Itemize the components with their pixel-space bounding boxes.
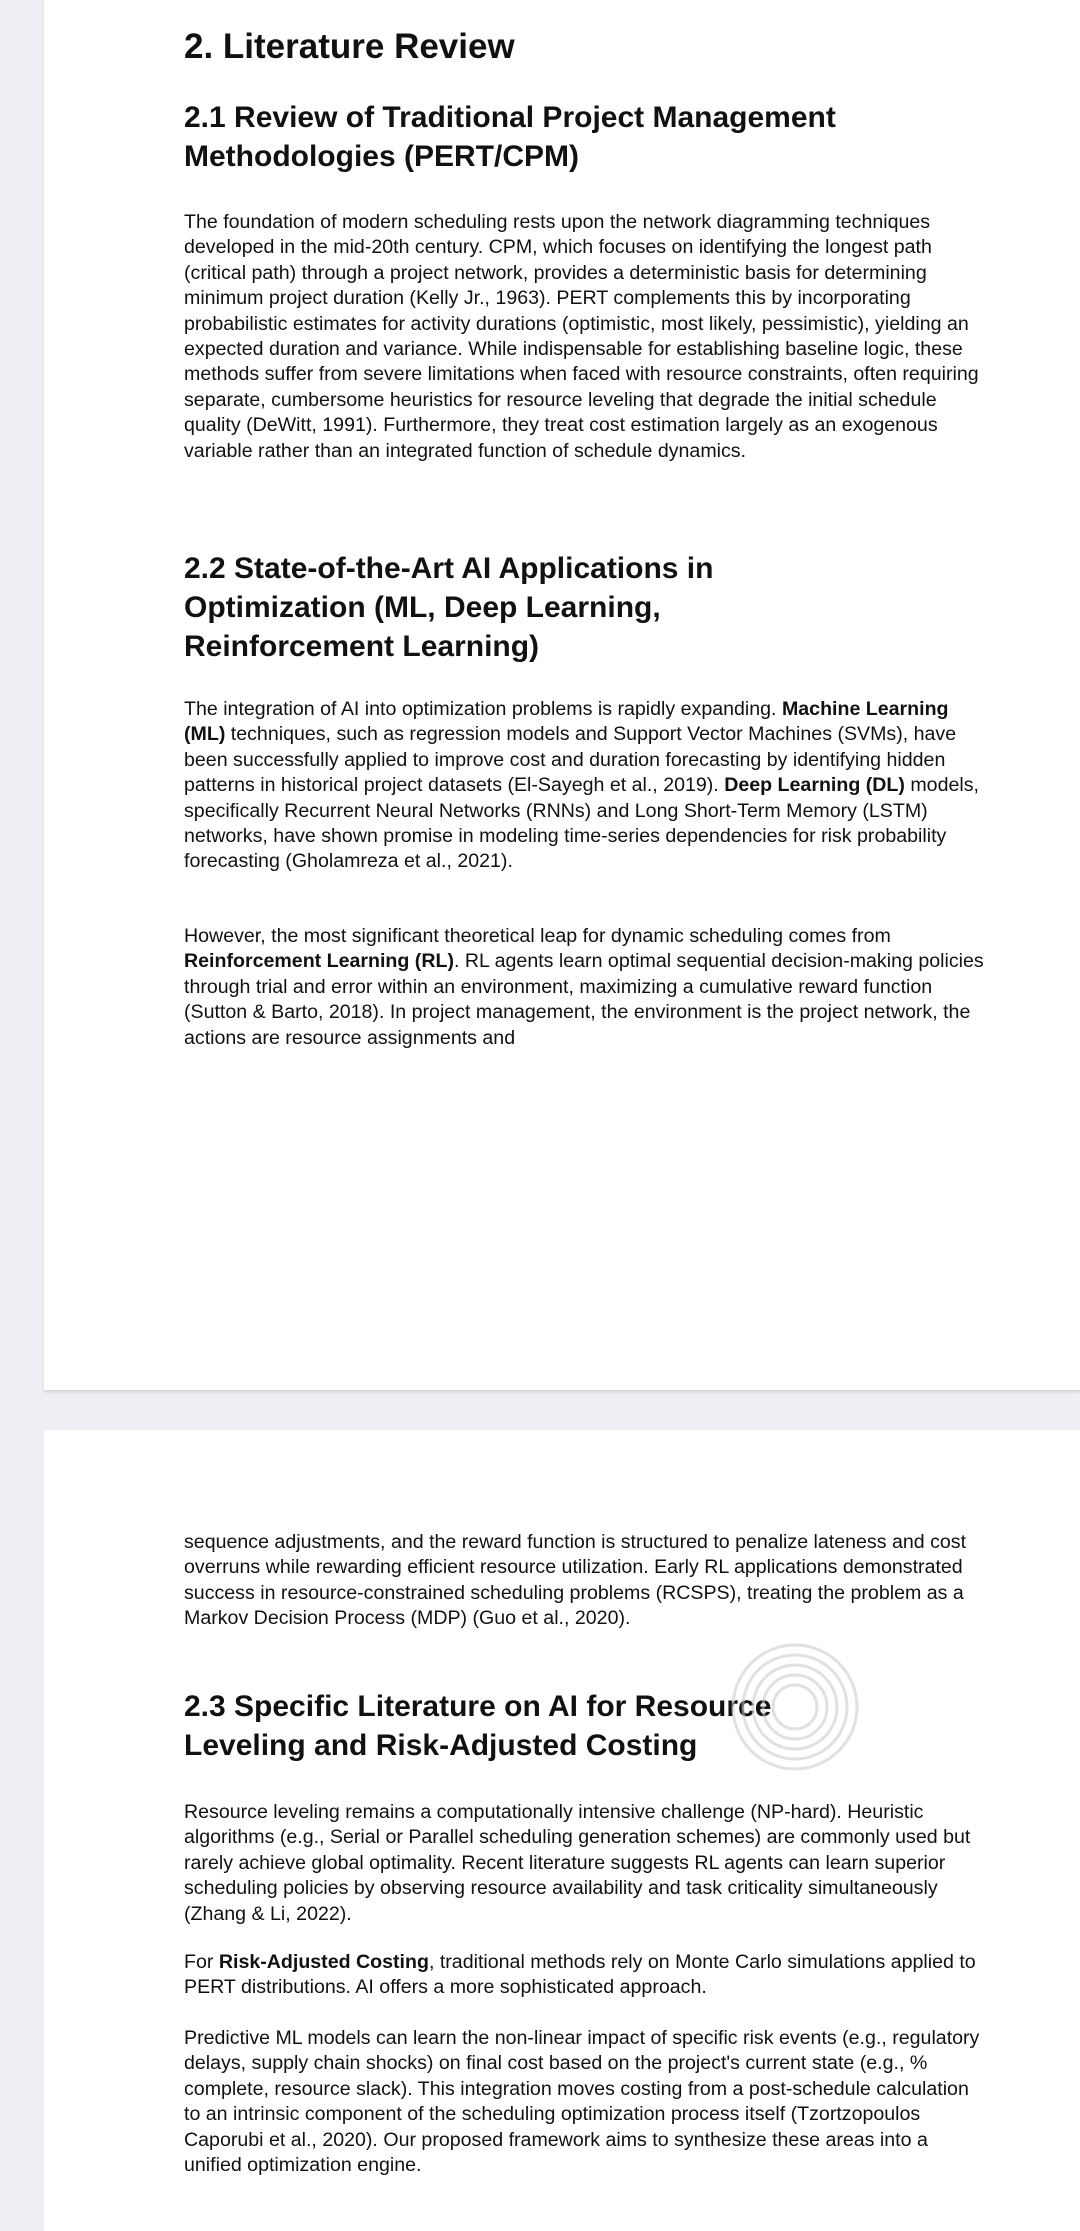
section-2-1-paragraph: The foundation of modern scheduling rests upon the network diagramming techniques developed in the mid-20th century. CPM, which focuses on identifying the longest path (critical path) through a project network, provides a deterministic basis for determining minimum project duration (Kelly Jr., 1963). PERT complements this by incorporating probabilistic estimates for activity durations (optimistic, most likely, pessimistic), yielding an expected duration and variance. While indispensable for establishing baseline logic, these methods suffer from severe limitations when faced with resource constraints, often requiring separate, cumbersome heuristics for resource leveling that degrade the initial schedule quality (DeWitt, 1991). Furthermore, they treat cost estimation largely as an exogenous variable rather than an integrated function of schedule dynamics. [184, 211, 979, 462]
document-page-2 [44, 1430, 1080, 2231]
section-2-2-paragraph-1: The integration of AI into optimization problems is rapidly expanding. Machine Learning (ML) techniques, such as regression models and Support Vector Machines (SVMs), have been successfully applied to improve cost and duration forecasting by identifying hidden patterns in historical project datasets (El-Sayegh et al., 2019). Deep Learning (DL) models, specifically Recurrent Neural Networks (RNNs) and Long Short-Term Memory (LSTM) networks, have shown promise in modeling time-series dependencies for risk probability forecasting (Gholamreza et al., 2021). [184, 698, 979, 873]
section-2-1-heading: 2.1 Review of Traditional Project Management Methodologies (PERT/CPM) [184, 101, 836, 173]
section-2-3-paragraph-2: For Risk-Adjusted Costing, traditional methods rely on Monte Carlo simulations applied to PERT distributions. AI offers a more sophisticated approach. [184, 1951, 976, 1999]
section-2-3-paragraph-1: Resource leveling remains a computationally intensive challenge (NP-hard). Heuristic algorithms (e.g., Serial or Parallel scheduling generation schemes) are commonly used but rarely achieve global optimality. Recent literature suggests RL agents can learn superior scheduling policies by observing resource availability and task criticality simultaneously (Zhang & Li, 2022). [184, 1801, 971, 1925]
document-page-1 [44, 0, 1080, 1390]
section-2-3-heading: 2.3 Specific Literature on AI for Resource Leveling and Risk-Adjusted Costing [184, 1690, 772, 1762]
section-2-3-paragraph-3: Predictive ML models can learn the non-linear impact of specific risk events (e.g., regulatory delays, supply chain shocks) on final cost based on the project's current state (e.g., % complete, resource slack). This integration moves costing from a post-schedule calculation to an intrinsic component of the scheduling optimization process itself (Tzortzopoulos Caporubi et al., 2020). Our proposed framework aims to synthesize these areas into a unified optimization engine. [184, 2027, 980, 2177]
section-2-2-heading: 2.2 State-of-the-Art AI Applications in Optimization (ML, Deep Learning, Reinforcement Learning) [184, 552, 714, 663]
concentric-circles-watermark-icon [728, 1640, 863, 1775]
continued-paragraph: sequence adjustments, and the reward function is structured to penalize lateness and cost overruns while rewarding efficient resource utilization. Early RL applications demonstrated success in resource-constrained scheduling problems (RCSPS), treating the problem as a Markov Decision Process (MDP) (Guo et al., 2020). [184, 1531, 967, 1630]
section-title: 2. Literature Review [184, 27, 515, 66]
section-2-2-paragraph-2: However, the most significant theoretical leap for dynamic scheduling comes from Reinforcement Learning (RL). RL agents learn optimal sequential decision-making policies through trial and error within an environment, maximizing a cumulative reward function (Sutton & Barto, 2018). In project management, the environment is the project network, the actions are resource assignments and [184, 925, 984, 1049]
